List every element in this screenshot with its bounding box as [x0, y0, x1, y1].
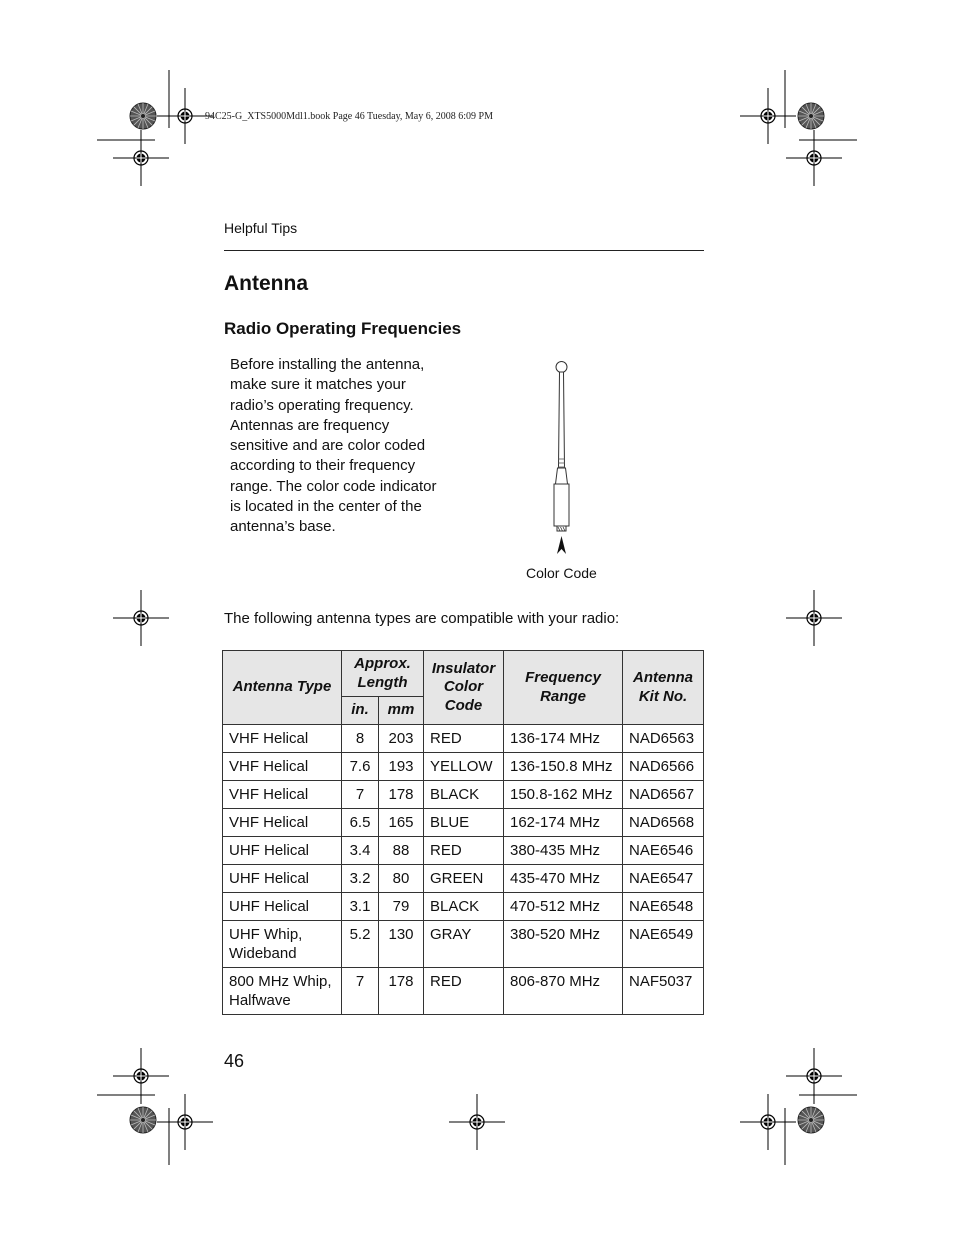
cell-frequency-range: 162-174 MHz	[504, 809, 623, 837]
cell-color-code: GRAY	[424, 921, 504, 968]
cell-frequency-range: 806-870 MHz	[504, 968, 623, 1015]
cell-kit-no: NAD6568	[623, 809, 704, 837]
book-file-line: 94C25-G_XTS5000Mdl1.book Page 46 Tuesday, May 6, 2008 6:09 PM	[205, 111, 493, 122]
cell-antenna-type: VHF Helical	[223, 781, 342, 809]
header-rule	[224, 250, 704, 251]
cell-frequency-range: 380-520 MHz	[504, 921, 623, 968]
cell-antenna-type: 800 MHz Whip, Halfwave	[223, 968, 342, 1015]
cell-kit-no: NAE6549	[623, 921, 704, 968]
cell-kit-no: NAD6567	[623, 781, 704, 809]
cell-length-mm: 165	[379, 809, 424, 837]
cell-color-code: YELLOW	[424, 753, 504, 781]
cell-kit-no: NAE6546	[623, 837, 704, 865]
compatibility-text: The following antenna types are compatible with your radio:	[224, 610, 620, 627]
cell-antenna-type: VHF Helical	[223, 725, 342, 753]
cell-frequency-range: 380-435 MHz	[504, 837, 623, 865]
table-row	[223, 753, 704, 781]
cell-kit-no: NAE6548	[623, 893, 704, 921]
cell-frequency-range: 470-512 MHz	[504, 893, 623, 921]
cell-length-in: 8	[342, 725, 379, 753]
cell-color-code: RED	[424, 837, 504, 865]
cell-length-in: 6.5	[342, 809, 379, 837]
page-title: Antenna	[224, 272, 308, 295]
table-row	[223, 921, 704, 968]
cell-color-code: BLACK	[424, 781, 504, 809]
paragraph-line: according to their frequency	[230, 457, 416, 475]
figure-caption: Color Code	[526, 565, 597, 581]
cell-color-code: GREEN	[424, 865, 504, 893]
page-number: 46	[224, 1051, 245, 1071]
header-antenna-kit-no: Antenna Kit No.	[623, 651, 704, 725]
paragraph-line: Before installing the antenna,	[230, 356, 425, 373]
cell-antenna-type: VHF Helical	[223, 809, 342, 837]
table-row	[223, 837, 704, 865]
cell-frequency-range: 136-174 MHz	[504, 725, 623, 753]
paragraph-line: radio’s operating frequency.	[230, 396, 414, 414]
paragraph-line: range. The color code indicator	[230, 477, 437, 495]
cell-length-mm: 130	[379, 921, 424, 968]
color-code-arrow-icon	[557, 536, 566, 554]
intro-paragraph	[230, 355, 454, 538]
cell-length-in: 3.1	[342, 893, 379, 921]
cell-color-code: BLACK	[424, 893, 504, 921]
table-row	[223, 893, 704, 921]
paragraph-line: sensitive and are color coded	[230, 437, 426, 455]
cell-length-in: 3.4	[342, 837, 379, 865]
cell-length-in: 5.2	[342, 921, 379, 968]
header-length-in: in.	[342, 697, 379, 725]
paragraph-line: is located in the center of the	[230, 498, 422, 516]
paragraph-line: antenna’s base.	[230, 518, 336, 536]
header-approx-length: Approx. Length	[342, 651, 424, 697]
cell-length-mm: 178	[379, 968, 424, 1015]
header-length-mm: mm	[379, 697, 424, 725]
cell-length-mm: 79	[379, 893, 424, 921]
cell-color-code: BLUE	[424, 809, 504, 837]
cell-frequency-range: 435-470 MHz	[504, 865, 623, 893]
cell-antenna-type: UHF Whip, Wideband	[223, 921, 342, 968]
paragraph-line: Antennas are frequency	[230, 416, 390, 434]
cell-frequency-range: 150.8-162 MHz	[504, 781, 623, 809]
table-row	[223, 968, 704, 1015]
cell-length-in: 7	[342, 968, 379, 1015]
header-insulator-color-code: Insulator Color Code	[424, 651, 504, 725]
header-antenna-type: Antenna Type	[223, 651, 342, 725]
cell-length-mm: 80	[379, 865, 424, 893]
cell-kit-no: NAD6563	[623, 725, 704, 753]
table-row	[223, 781, 704, 809]
table-row	[223, 725, 704, 753]
cell-length-in: 3.2	[342, 865, 379, 893]
cell-antenna-type: UHF Helical	[223, 837, 342, 865]
cell-color-code: RED	[424, 725, 504, 753]
cell-antenna-type: UHF Helical	[223, 893, 342, 921]
antenna-table	[222, 650, 704, 1015]
cell-color-code: RED	[424, 968, 504, 1015]
antenna-illustration	[540, 356, 585, 561]
cell-antenna-type: UHF Helical	[223, 865, 342, 893]
cell-kit-no: NAF5037	[623, 968, 704, 1015]
cell-kit-no: NAD6566	[623, 753, 704, 781]
section-label: Helpful Tips	[224, 220, 298, 236]
cell-length-in: 7.6	[342, 753, 379, 781]
cell-kit-no: NAE6547	[623, 865, 704, 893]
cell-antenna-type: VHF Helical	[223, 753, 342, 781]
cell-length-in: 7	[342, 781, 379, 809]
cell-length-mm: 203	[379, 725, 424, 753]
header-frequency-range: Frequency Range	[504, 651, 623, 725]
table-row	[223, 865, 704, 893]
table-row	[223, 809, 704, 837]
cell-length-mm: 178	[379, 781, 424, 809]
cell-length-mm: 88	[379, 837, 424, 865]
cell-frequency-range: 136-150.8 MHz	[504, 753, 623, 781]
cell-length-mm: 193	[379, 753, 424, 781]
page-subtitle: Radio Operating Frequencies	[224, 319, 462, 338]
paragraph-line: make sure it matches your	[230, 376, 406, 394]
